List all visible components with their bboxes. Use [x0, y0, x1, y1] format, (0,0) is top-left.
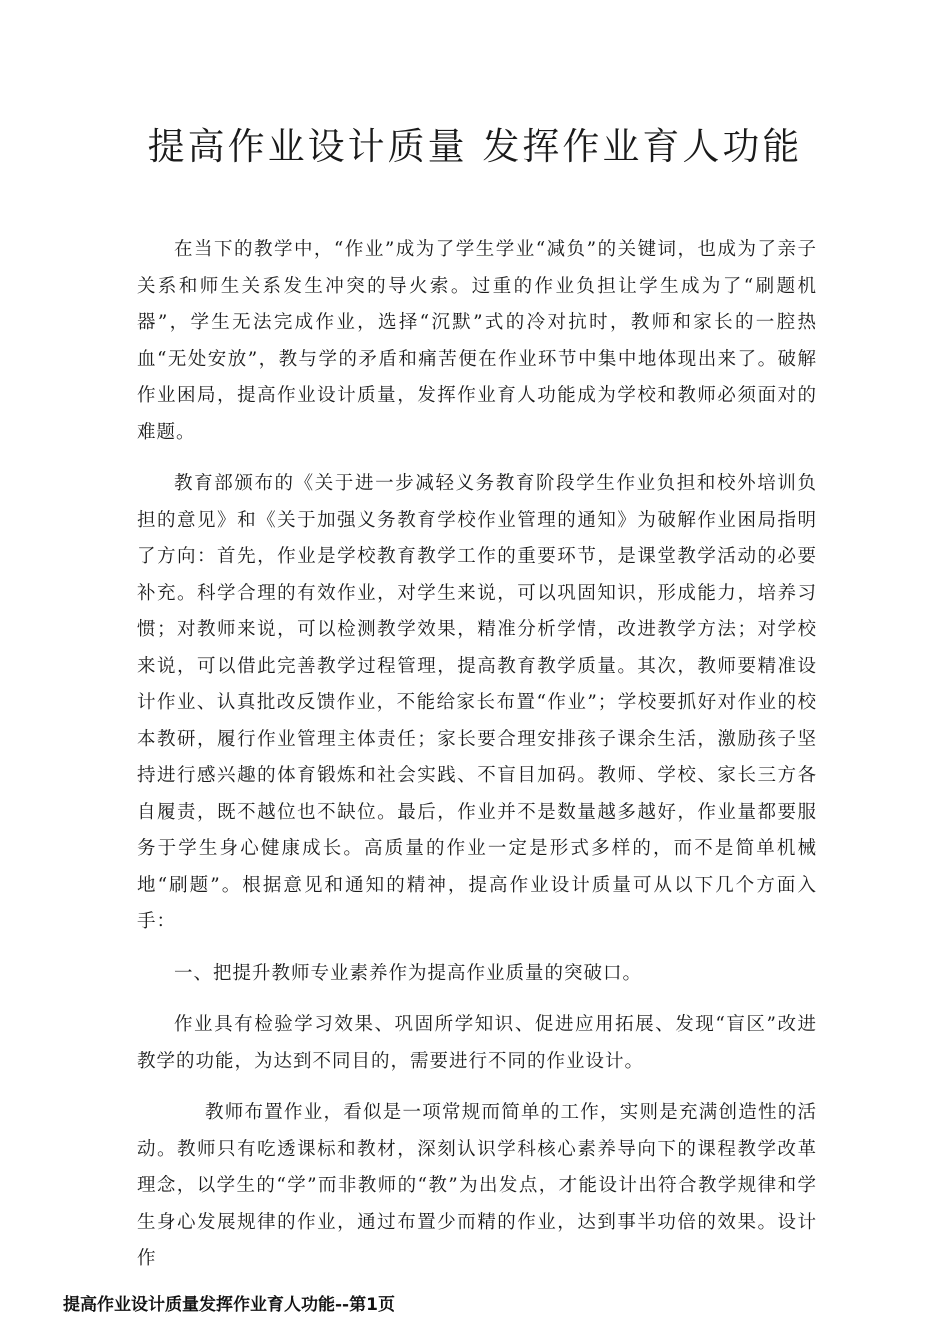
- page-title: 提高作业设计质量 发挥作业育人功能: [147, 125, 803, 168]
- page-footer: 提高作业设计质量发挥作业育人功能--第1页: [63, 1295, 395, 1315]
- paragraph-teacher-assignment: 教师布置作业，看似是一项常规而简单的工作，实则是充满创造性的活动。教师只有吃透课标和教材，深刻认识学科核心素养导向下的课程教学改革理念，以学生的“学”而非教师的“教”为出发点，才能设计出符合教学规律和学生身心发展规律的作业，通过布置少而精的作业，达到事半功倍的效果。设计作: [137, 1102, 817, 1269]
- section-heading-1: 一、把提升教师专业素养作为提高作业质量的突破口。: [174, 962, 643, 984]
- document-body: [137, 232, 817, 1293]
- paragraph-intro: 在当下的教学中，“作业”成为了学生学业“减负”的关键词，也成为了亲子关系和师生关系发生冲突的导火索。过重的作业负担让学生成为了“刷题机器”，学生无法完成作业，选择“沉默”式的冷对抗时，教师和家长的一腔热血“无处安放”，教与学的矛盾和痛苦便在作业环节中集中地体现出来了。破解作业困局，提高作业设计质量，发挥作业育人功能成为学校和教师必须面对的难题。: [137, 239, 817, 443]
- paragraph-policy: 教育部颁布的《关于进一步减轻义务教育阶段学生作业负担和校外培训负担的意见》和《关于加强义务教育学校作业管理的通知》为破解作业困局指明了方向：首先，作业是学校教育教学工作的重要环节，是课堂教学活动的必要补充。科学合理的有效作业，对学生来说，可以巩固知识，形成能力，培养习惯；对教师来说，可以检测教学效果，精准分析学情，改进教学方法；对学校来说，可以借此完善教学过程管理，提高教育教学质量。其次，教师要精准设计作业、认真批改反馈作业，不能给家长布置“作业”；学校要抓好对作业的校本教研，履行作业管理主体责任；家长要合理安排孩子课余生活，激励孩子坚持进行感兴趣的体育锻炼和社会实践、不盲目加码。教师、学校、家长三方各自履责，既不越位也不缺位。最后，作业并不是数量越多越好，作业量都要服务于学生身心健康成长。高质量的作业一定是形式多样的，而不是简单机械地“刷题”。根据意见和通知的精神，提高作业设计质量可从以下几个方面入手：: [137, 473, 817, 932]
- paragraph-homework-function: 作业具有检验学习效果、巩固所学知识、促进应用拓展、发现“盲区”改进教学的功能，为达到不同目的，需要进行不同的作业设计。: [137, 1014, 817, 1072]
